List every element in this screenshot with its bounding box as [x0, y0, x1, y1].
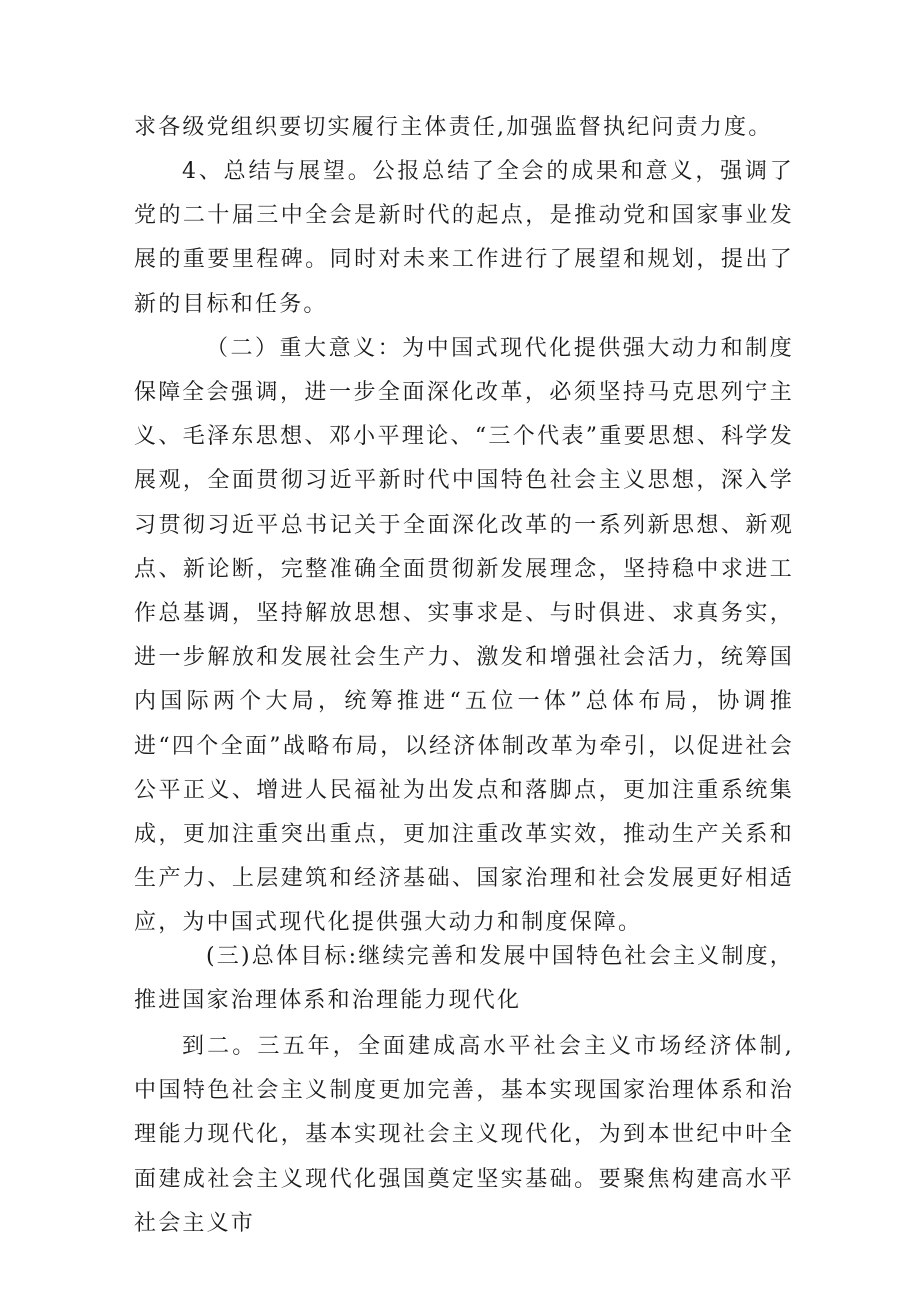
paragraph-overall-goal-body: 到二。三五年，全面建成高水平社会主义市场经济体制,中国特色社会主义制度更加完善，基本实现国家治理体系和治理能力现代化，基本实现社会主义现代化，为到本世纪中叶全面建成社会主义现代化强国奠定坚实基础。要聚焦构建高水平社会主义市 — [134, 1034, 794, 1236]
section-heading-overall-goal: (三)总体目标:继续完善和发展中国特色社会主义制度，推进国家治理体系和治理能力现代化 — [134, 944, 794, 1014]
paragraph-continued: 求各级党组织要切实履行主体责任,加强监督执纪问责力度。 — [134, 115, 773, 140]
paragraph-summary-outlook: 4、总结与展望。公报总结了全会的成果和意义，强调了党的二十届三中全会是新时代的起点，是推动党和国家事业发展的重要里程碑。同时对未来工作进行了展望和规划，提出了新的目标和任务。 — [134, 159, 794, 317]
section-heading-significance: （二）重大意义：为中国式现代化提供强大动力和制度保障 — [134, 336, 794, 406]
paragraph-significance-body: 全会强调，进一步全面深化改革，必须坚持马克思列宁主义、毛泽东思想、邓小平理论、“三个代表”重要思想、科学发展观，全面贯彻习近平新时代中国特色社会主义思想，深入学习贯彻习近平总书记关于全面深化改革的一系列新思想、新观点、新论断，完整准确全面贯彻新发展理念，坚持稳中求进工作总基调，坚持解放思想、实事求是、与时俱进、求真务实，进一步解放和发展社会生产力、激发和增强社会活力，统筹国内国际两个大局，统筹推进“五位一体”总体布局，协调推进“四个全面”战略布局，以经济体制改革为牵引，以促进社会公平正义、增进人民福祉为出发点和落脚点，更加注重系统集成，更加注重突出重点，更加注重改革实效，推动生产关系和生产力、上层建筑和经济基础、国家治理和社会发展更好相适应，为中国式现代化提供强大动力和制度保障。 — [134, 380, 794, 936]
